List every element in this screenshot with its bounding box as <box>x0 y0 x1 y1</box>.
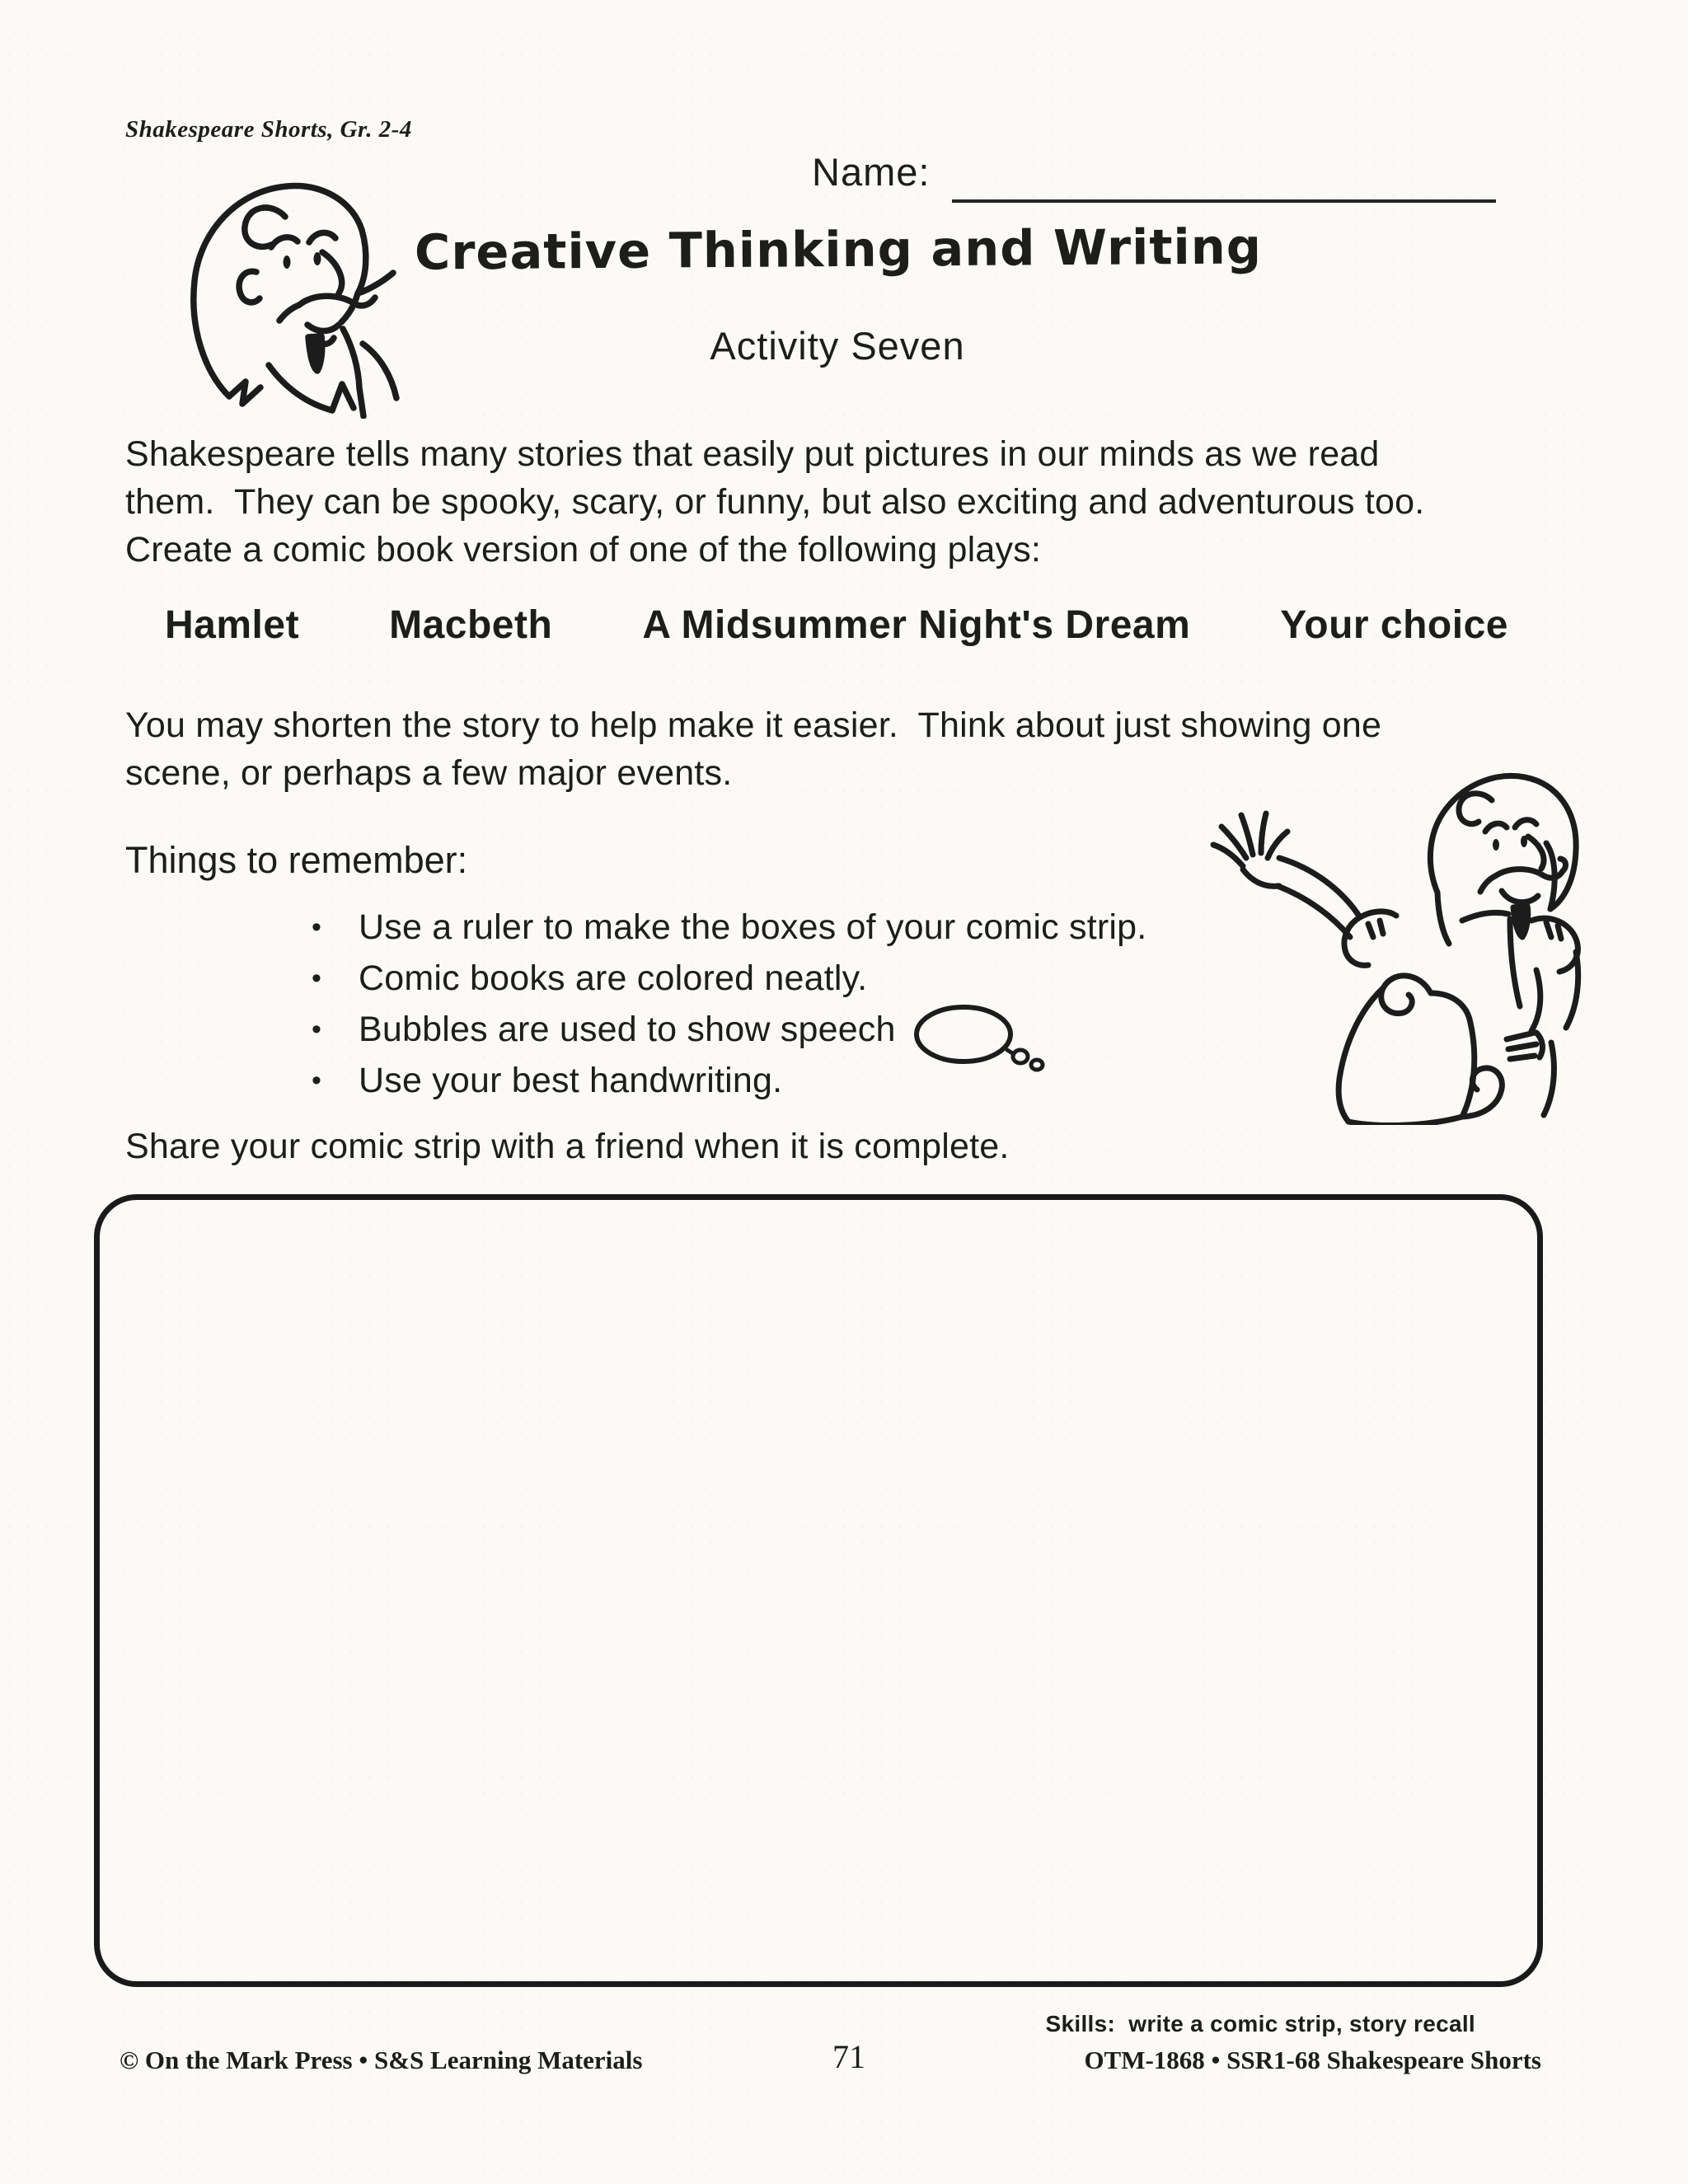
bullet-item <box>312 1004 1146 1055</box>
tip-line: scene, or perhaps a few major events. <box>125 753 733 793</box>
play-option-your-choice: Your choice <box>1280 603 1508 647</box>
bullet-dot <box>312 1014 359 1046</box>
bullet-dot <box>312 963 359 995</box>
play-option-midsummer: A Midsummer Night's Dream <box>642 603 1191 647</box>
footer-copyright: © On the Mark Press • S&S Learning Materials <box>120 2046 643 2074</box>
share-instruction: Share your comic strip with a friend when it is complete. <box>125 1127 1010 1166</box>
footer-product-code: OTM-1868 • SSR1-68 Shakespeare Shorts <box>1084 2046 1541 2074</box>
name-label: Name: <box>812 150 931 194</box>
tip-line: You may shorten the story to help make it easier. Think about just showing one <box>125 705 1382 745</box>
skills-line: Skills: write a comic strip, story recall <box>1045 2011 1475 2036</box>
intro-line: Shakespeare tells many stories that easily put pictures in our minds as we read <box>125 434 1380 474</box>
shakespeare-bust-illustration <box>147 167 406 419</box>
bullet-text: Comic books are colored neatly. <box>359 958 868 998</box>
footer-page-number: 71 <box>832 2038 865 2075</box>
name-fill-in-line[interactable] <box>952 162 1496 203</box>
bullet-dot <box>312 912 359 944</box>
bullet-dot <box>312 1065 359 1097</box>
bullet-item <box>312 902 1146 953</box>
play-option-macbeth: Macbeth <box>389 603 553 647</box>
play-option-hamlet: Hamlet <box>165 603 300 647</box>
intro-line: Create a comic book version of one of the following plays: <box>125 530 1042 569</box>
bullet-text: Use a ruler to make the boxes of your comic strip. <box>359 907 1147 947</box>
speech-bubble-icon <box>911 997 1051 1076</box>
intro-paragraph <box>125 430 1424 574</box>
intro-line: them. They can be spooky, scary, or funny, but also exciting and adventurous too. <box>125 482 1425 522</box>
remember-heading: Things to remember: <box>125 839 468 881</box>
play-options-row <box>165 602 1508 648</box>
bullet-text: Use your best handwriting. <box>359 1060 783 1100</box>
remember-bullet-list <box>312 902 1146 1106</box>
shakespeare-scroll-illustration <box>1164 762 1597 1125</box>
page-subtitle: Activity Seven <box>710 324 965 368</box>
page-title: Creative Thinking and Writing <box>414 218 1263 281</box>
comic-strip-drawing-area[interactable] <box>94 1194 1543 1987</box>
series-header: Shakespeare Shorts, Gr. 2-4 <box>125 116 412 143</box>
bullet-text: Bubbles are used to show speech <box>359 1009 896 1049</box>
